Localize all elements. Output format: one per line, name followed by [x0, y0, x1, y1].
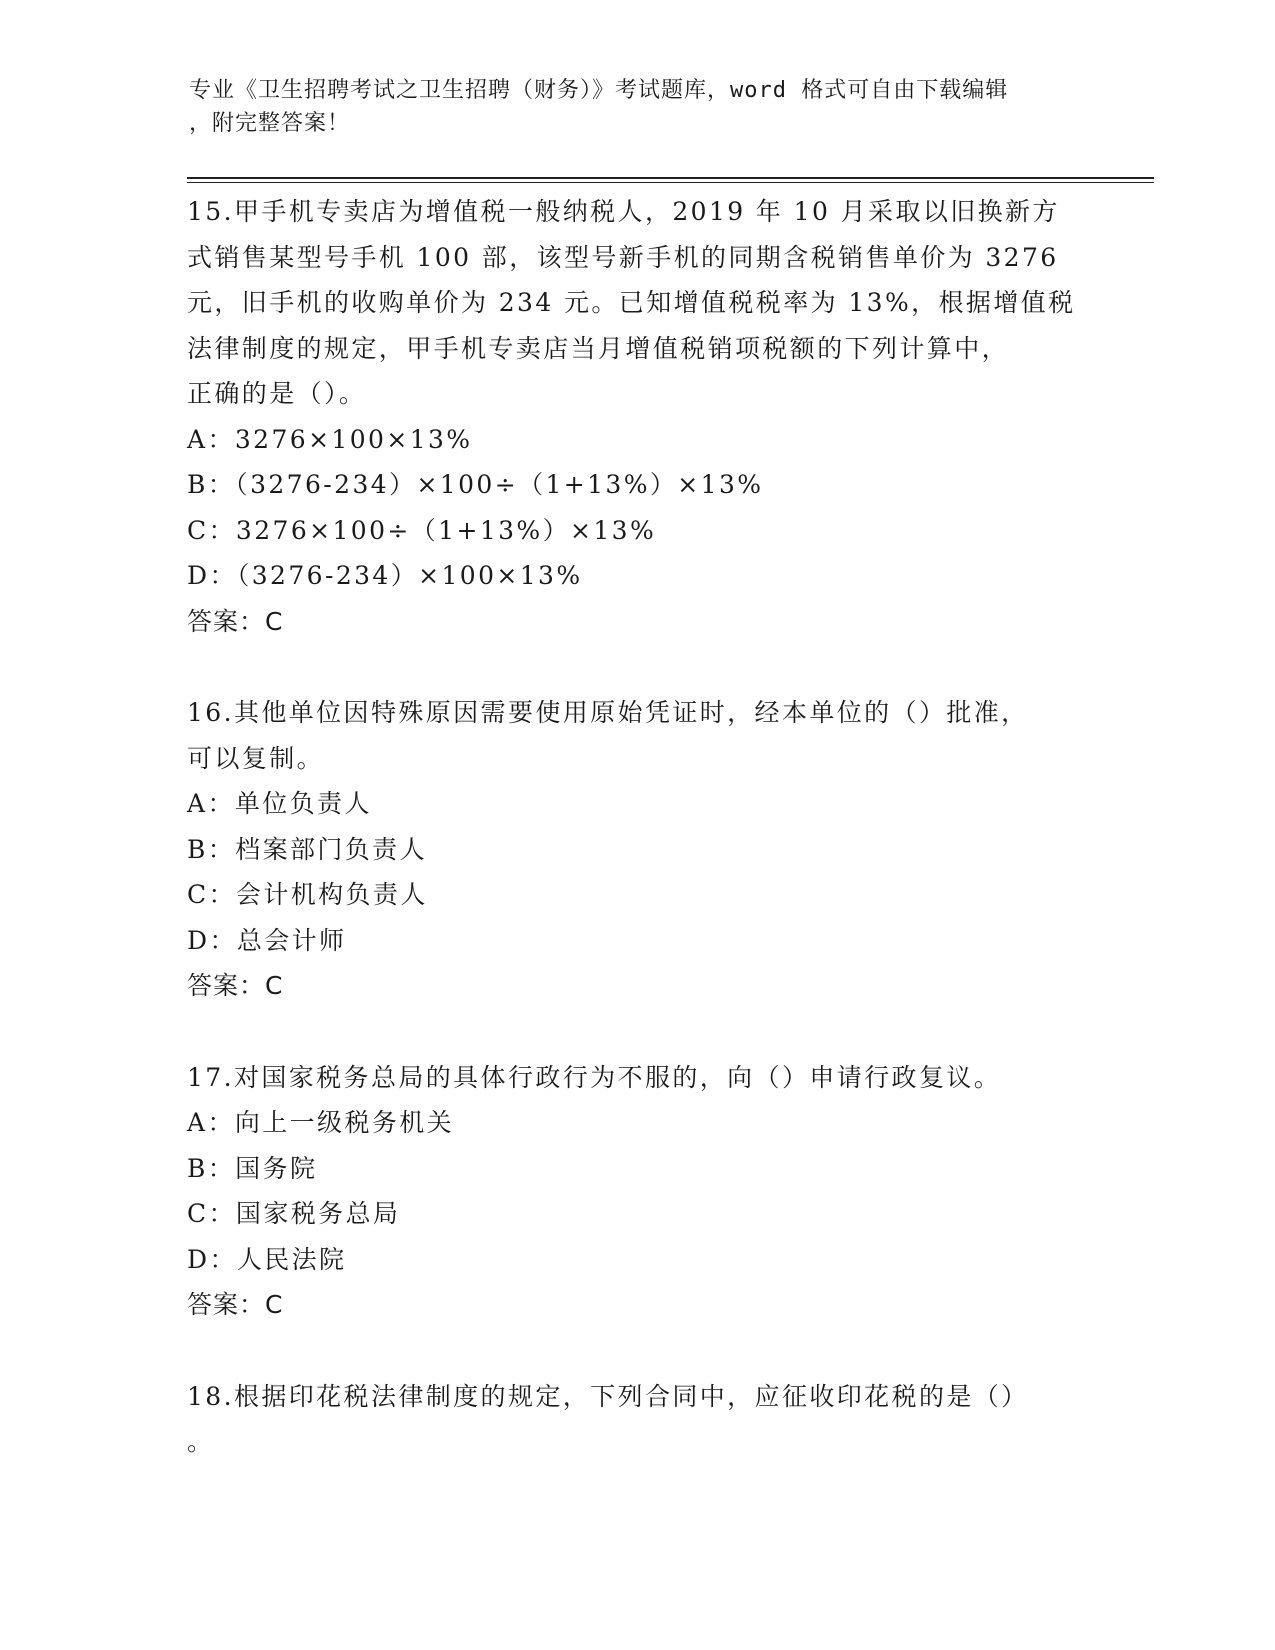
question-spacer [187, 644, 1087, 690]
header-line-2: ，附完整答案！ [189, 111, 351, 136]
option-c: C：国家税务总局 [187, 1199, 401, 1228]
answer-line: 答案：C [187, 1290, 284, 1319]
question-spacer [187, 1009, 1087, 1055]
question-text-line: 15.甲手机专卖店为增值税一般纳税人，2019 年 10 月采取以旧换新方 [187, 197, 1060, 226]
question-text-line: 17.对国家税务总局的具体行政行为不服的，向（）申请行政复议。 [187, 1062, 1002, 1092]
question-list [187, 189, 1087, 1465]
header-line-1: 专业《卫生招聘考试之卫生招聘（财务）》考试题库，word 格式可自由下载编辑 [189, 78, 1009, 103]
option-a: A：向上一级税务机关 [187, 1108, 455, 1137]
option-b: B：国务院 [187, 1153, 318, 1183]
option-a: A：3276×100×13% [187, 424, 473, 454]
question-text-line: 16.其他单位因特殊原因需要使用原始凭证时，经本单位的（）批准， [187, 698, 1029, 727]
answer-line: 答案：C [187, 606, 284, 636]
question-text-line: 。 [187, 1427, 215, 1456]
question-18 [187, 1374, 1087, 1465]
answer-line: 答案：C [187, 971, 284, 1000]
question-15 [187, 189, 1087, 644]
document-header [189, 74, 1069, 140]
option-b: B：（3276-234）×100÷（1+13%）×13% [187, 470, 764, 499]
question-16 [187, 690, 1087, 1009]
question-text-line: 法律制度的规定，甲手机专卖店当月增值税销项税额的下列计算中， [187, 333, 1010, 363]
option-a: A：单位负责人 [187, 789, 372, 818]
option-d: D：（3276-234）×100×13% [187, 561, 583, 590]
question-text-line: 元，旧手机的收购单价为 234 元。已知增值税税率为 13%，根据增值税 [187, 288, 1076, 317]
option-d: D：总会计师 [187, 925, 347, 955]
question-text-line: 可以复制。 [187, 743, 325, 773]
option-c: C：会计机构负责人 [187, 880, 428, 909]
question-text-line: 18.根据印花税法律制度的规定，下列合同中，应征收印花税的是（） [187, 1381, 1029, 1411]
question-spacer [187, 1328, 1087, 1374]
question-text-line: 正确的是（）。 [187, 379, 367, 408]
header-rule-thick [187, 177, 1154, 179]
question-17 [187, 1055, 1087, 1328]
option-c: C：3276×100÷（1+13%）×13% [187, 515, 657, 545]
header-rule-thin [187, 182, 1154, 183]
option-b: B：档案部门负责人 [187, 834, 427, 864]
question-text-line: 式销售某型号手机 100 部，该型号新手机的同期含税销售单价为 3276 [187, 242, 1059, 272]
option-d: D：人民法院 [187, 1244, 347, 1274]
